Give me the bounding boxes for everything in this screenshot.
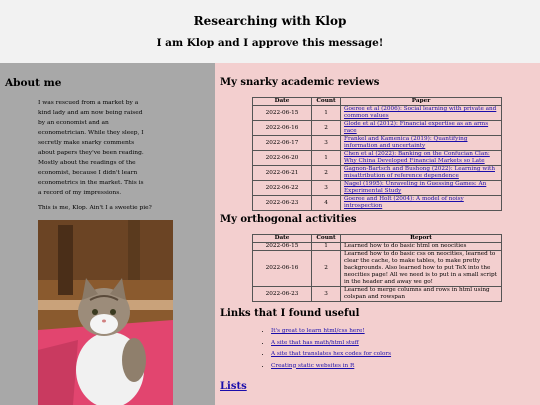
table-cell: 2022-06-17	[253, 136, 312, 151]
reviews-column-header: Paper	[341, 98, 502, 106]
activities-column-header: Date	[253, 235, 312, 243]
lists-link[interactable]: Lists	[220, 381, 247, 392]
site-subtitle: I am Klop and I approve this message!	[156, 37, 384, 49]
table-cell: 2022-06-16	[253, 251, 312, 287]
table-cell: 1	[312, 243, 341, 251]
table-cell: 3	[312, 136, 341, 151]
table-cell: 2022-06-21	[253, 166, 312, 181]
table-cell: 1	[312, 151, 341, 166]
activities-table	[252, 234, 502, 302]
table-cell: 2022-06-20	[253, 151, 312, 166]
table-cell: 3	[312, 181, 341, 196]
table-cell	[341, 121, 502, 136]
useful-link[interactable]: A site that has math/html stuff	[271, 339, 359, 346]
table-cell	[341, 151, 502, 166]
table-row	[253, 166, 502, 181]
reviews-column-header: Count	[312, 98, 341, 106]
reviews-heading: My snarky academic reviews	[220, 77, 380, 88]
links-heading: Links that I found useful	[220, 308, 360, 319]
table-cell: 1	[312, 106, 341, 121]
table-cell: Learned to merge columns and rows in html using colspan and rowspan	[341, 287, 502, 302]
bio-text: I was rescued from a market by a kind lady and am now being raised by an economist and an econometrician. While they sleep, I secretly make snarky comments about papers they've been reading. Mostly about the readings of the economist, because I didn't learn econometrics in the market. This is a record of my impressions.	[38, 100, 144, 196]
main-content	[215, 63, 540, 405]
activities-column-header: Report	[341, 235, 502, 243]
table-row	[253, 181, 502, 196]
table-cell	[341, 196, 502, 211]
paper-link[interactable]: Nagel (1995): Unraveling in Guessing Games: An Experimental Study	[344, 181, 487, 194]
page-header	[0, 0, 540, 63]
table-cell: Learned how to do basic html on neocities	[341, 243, 502, 251]
table-row	[253, 136, 502, 151]
tagline-text: This is me, Klop. Ain't I a sweetie pie?	[38, 205, 152, 211]
table-cell: Learned how to do basic css on neocities, learned to clear the cache, to make tables, to make pretty backgrounds. Also learned how to put TeX into the neocities page! All we need is to put in a small script in the header and away we go!	[341, 251, 502, 287]
reviews-table	[252, 97, 502, 211]
table-cell: 2022-06-23	[253, 287, 312, 302]
table-cell: 4	[312, 196, 341, 211]
table-cell: 3	[312, 287, 341, 302]
paper-link[interactable]: Frankel and Kamenica (2019): Quantifying information and uncertainty	[344, 136, 468, 149]
useful-link[interactable]: A site that translates hex codes for colors	[271, 351, 392, 357]
table-row	[253, 196, 502, 211]
list-item	[271, 338, 391, 350]
paper-link[interactable]: Chen et al (2022): Banking on the Confucian Clan: Why China Developed Financial Markets so Late	[344, 151, 490, 164]
table-cell: 2022-06-15	[253, 106, 312, 121]
list-item	[271, 326, 391, 338]
table-row	[253, 251, 502, 287]
table-cell: 2	[312, 251, 341, 287]
paper-link[interactable]: Glode et al (2012): Financial expertise as an arms race	[344, 121, 489, 134]
paper-link[interactable]: Gagnon-Bartsch and Bushong (2022): Learning with misattribution of reference dependence	[344, 166, 495, 179]
table-cell	[341, 136, 502, 151]
table-row	[253, 121, 502, 136]
table-cell: 2022-06-23	[253, 196, 312, 211]
table-cell: 2	[312, 166, 341, 181]
about-heading: About me	[5, 77, 62, 89]
table-cell	[341, 181, 502, 196]
activities-column-header: Count	[312, 235, 341, 243]
list-item	[271, 361, 391, 373]
list-item	[271, 349, 391, 361]
table-row	[253, 106, 502, 121]
table-cell: 2022-06-22	[253, 181, 312, 196]
table-cell	[341, 106, 502, 121]
useful-link[interactable]: Creating static websites in R	[271, 362, 355, 369]
reviews-column-header: Date	[253, 98, 312, 106]
table-cell	[341, 166, 502, 181]
table-row	[253, 151, 502, 166]
site-title: Researching with Klop	[193, 14, 347, 28]
useful-link[interactable]: It's great to learn html/css here!	[271, 328, 365, 334]
table-cell: 2	[312, 121, 341, 136]
table-row	[253, 287, 502, 302]
links-list	[252, 326, 391, 372]
table-row	[253, 243, 502, 251]
paper-link[interactable]: Goeree et al (2006): Social learning with private and common values	[344, 106, 497, 119]
paper-link[interactable]: Goeree and Holt (2004): A model of noisy introspection	[344, 196, 464, 209]
activities-heading: My orthogonal activities	[220, 214, 357, 225]
table-cell: 2022-06-16	[253, 121, 312, 136]
cat-photo	[38, 220, 173, 405]
table-cell: 2022-06-15	[253, 243, 312, 251]
sidebar	[0, 63, 215, 405]
